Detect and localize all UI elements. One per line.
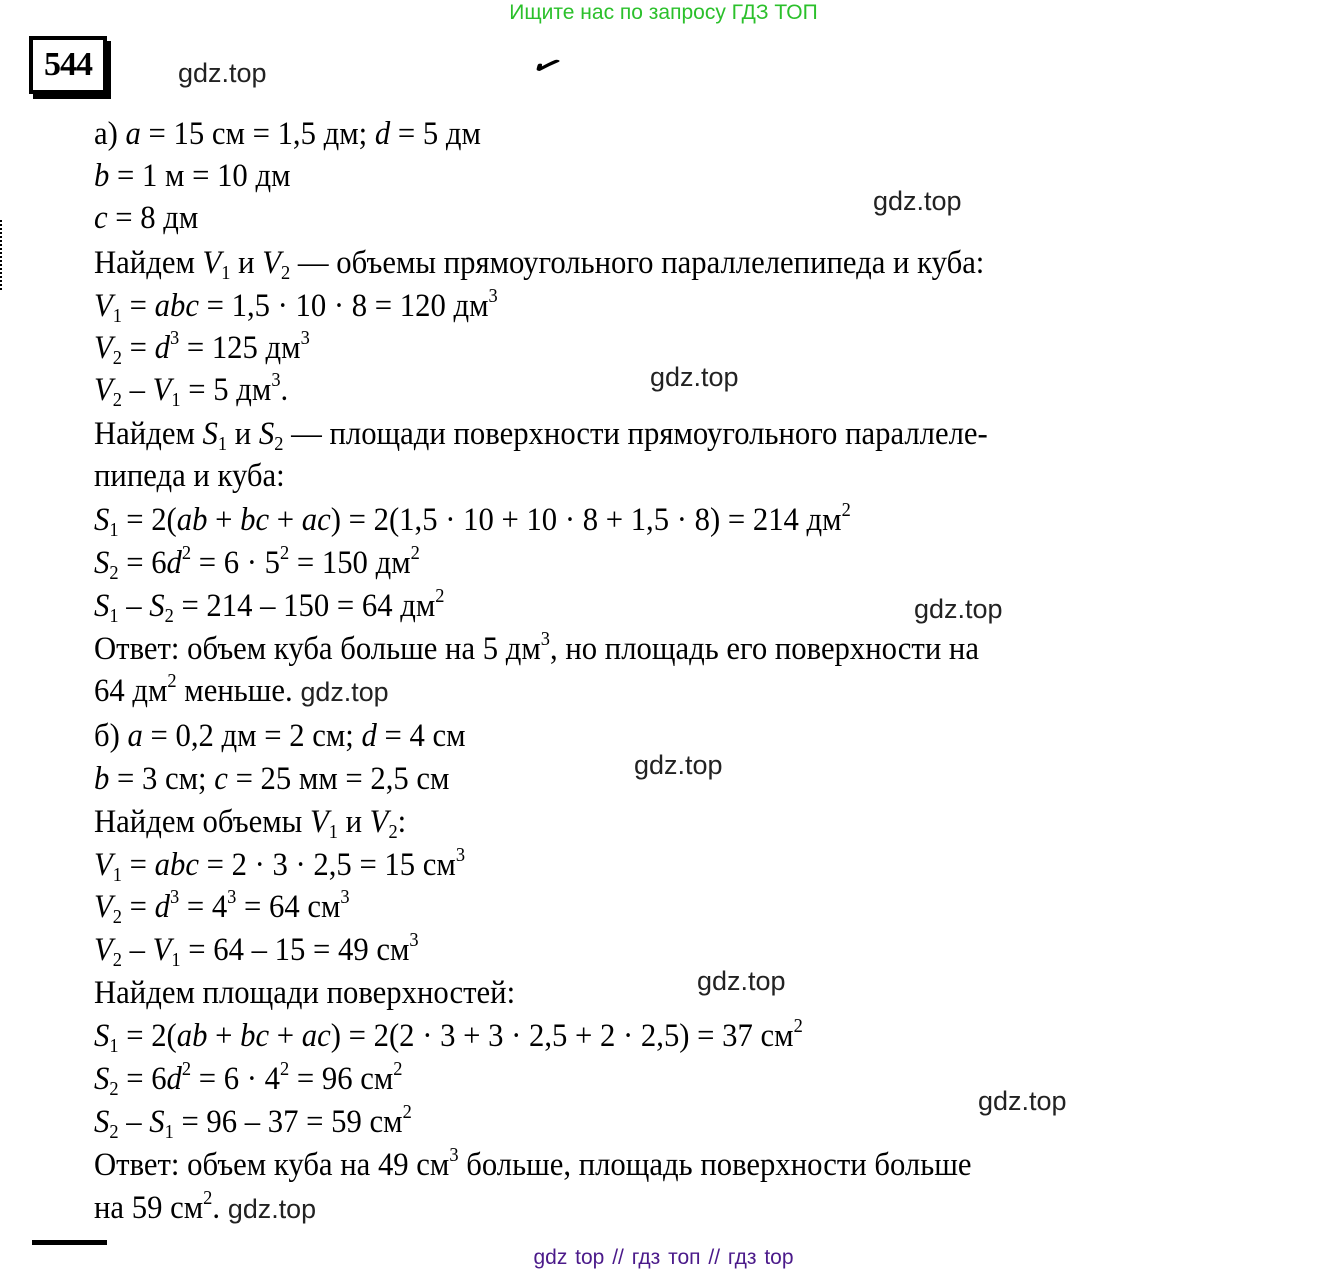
part-a-volumes-heading: Найдем $V_1$ и $V_2$ — объемы прямоугольного параллелепипеда и куба: (94, 245, 985, 284)
part-a-volume-difference: $V_2 - V_1 = 5$ $дм^3$. (94, 369, 289, 411)
watermark: gdz.top (650, 362, 739, 392)
part-b-v2-formula: $V_2 = d^3 = 4^3 = 64$ $см^3$ (94, 886, 350, 928)
part-a-s1-formula: $S_1 = 2(ab$ + bc + ac) = 2(1,5 · 10 + 10 · 8 + 1,5 · 8) = 214 $дм^2$ (94, 499, 851, 541)
part-a-given-c: c = 8 дм (94, 200, 199, 236)
part-b-areas-heading: Найдем площади поверхностей: (94, 975, 516, 1011)
watermark: gdz.top (978, 1086, 1067, 1116)
top-banner: Ищите нас по запросу ГДЗ ТОП (509, 1, 818, 24)
watermark: gdz.top (634, 750, 723, 780)
watermark: gdz.top (178, 58, 267, 88)
watermark: gdz.top (697, 966, 786, 996)
problem-number-badge (29, 36, 107, 94)
bottom-banner: gdz top // гдз топ // гдз top (533, 1246, 794, 1269)
margin-marks (0, 220, 6, 290)
part-b-given-a-d: б) a = 0,2 дм = 2 см; d = 4 см (94, 718, 466, 754)
part-a-answer-cont: 64 $дм^2$ меньше. gdz.top (94, 671, 383, 712)
part-b-v1-formula: $V_1$ = abc = 2 · 3 · 2,5 = 15 $см^3$ (94, 844, 466, 886)
part-b-volume-difference: $V_2 - V_1 = 64 - 15 = 49$ $см^3$ (94, 929, 419, 971)
part-a-given-b: b = 1 м = 10 дм (94, 158, 291, 194)
part-b-s1-formula: $S_1 = 2(ab$ + bc + ac) = 2(2 · 3 + 3 · 2,5 + 2 · 2,5) = 37 $см^2$ (94, 1015, 803, 1057)
part-a-areas-heading: Найдем $S_1$ и $S_2$ — площади поверхности прямоугольного параллеле- (94, 416, 988, 455)
part-b-given-b-c: b = 3 см; c = 25 мм = 2,5 см (94, 761, 450, 797)
part-b-answer: Ответ: объем куба на 49 $см^3$ больше, площадь поверхности больше (94, 1144, 972, 1183)
part-a-given-a-d: а) a = 15 см = 1,5 дм; d = 5 дм (94, 116, 481, 152)
watermark: gdz.top (227, 1194, 316, 1224)
end-divider (32, 1240, 107, 1245)
part-a-answer: Ответ: объем куба больше на 5 $дм^3$, но площадь его поверхности на (94, 628, 979, 667)
part-a-areas-heading-cont: пипеда и куба: (94, 458, 285, 494)
part-b-answer-cont: на 59 $см^2$. gdz.top (94, 1188, 310, 1229)
part-a-area-difference: $S_1 - S_2 = 214 - 150 = 64$ $дм^2$ (94, 585, 445, 627)
watermark: gdz.top (300, 677, 389, 707)
part-b-area-difference: $S_2 - S_1 = 96 - 37 = 59$ $см^2$ (94, 1101, 412, 1143)
part-b-s2-formula: $S_2 = 6d^2 = 6 \cdot 4^2 = 96$ $см^2$ (94, 1058, 403, 1100)
problem-number: 544 (44, 46, 92, 83)
part-a-s2-formula: $S_2 = 6d^2 = 6 \cdot 5^2 = 150$ $дм^2$ (94, 542, 420, 584)
part-a-v1-formula: $V_1$ = abc = 1,5 · 10 · 8 = 120 $дм^3$ (94, 285, 498, 327)
part-a-v2-formula: $V_2 = d^3 = 125$ $дм^3$ (94, 327, 310, 369)
watermark: gdz.top (914, 594, 1003, 624)
check-mark-icon: ✓ (527, 45, 563, 86)
part-b-volumes-heading: Найдем объемы $V_1$ и $V_2$: (94, 804, 407, 843)
watermark: gdz.top (873, 186, 962, 216)
